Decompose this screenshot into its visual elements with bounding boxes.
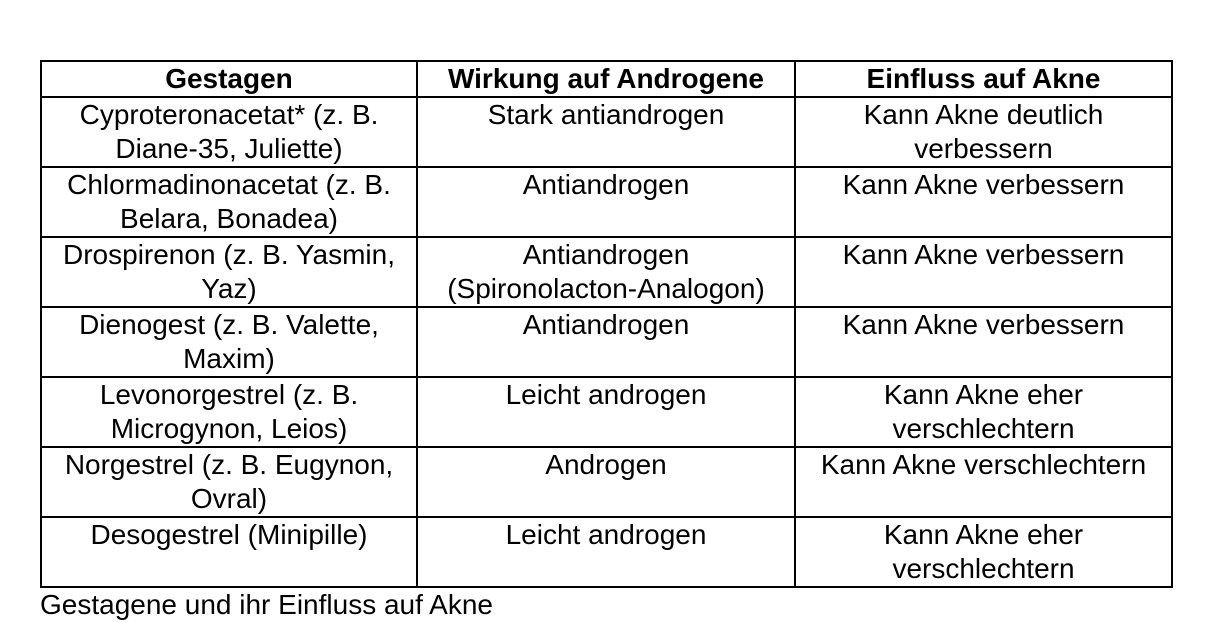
table-row <box>41 237 1172 307</box>
table-row <box>41 167 1172 237</box>
cell-gestagen: Desogestrel (Minipille) <box>41 517 417 587</box>
cell-wirkung: Antiandrogen <box>417 167 795 237</box>
header-wirkung: Wirkung auf Androgene <box>417 61 795 97</box>
cell-gestagen: Levonorgestrel (z. B. Microgynon, Leios) <box>41 377 417 447</box>
cell-einfluss: Kann Akne deutlich verbessern <box>795 97 1172 167</box>
cell-wirkung: Antiandrogen <box>417 307 795 377</box>
cell-gestagen: Drospirenon (z. B. Yasmin, Yaz) <box>41 237 417 307</box>
table-row <box>41 377 1172 447</box>
cell-einfluss: Kann Akne verbessern <box>795 237 1172 307</box>
cell-gestagen: Norgestrel (z. B. Eugynon, Ovral) <box>41 447 417 517</box>
cell-wirkung: Stark antiandrogen <box>417 97 795 167</box>
cell-gestagen: Cyproteronacetat* (z. B. Diane-35, Juliette) <box>41 97 417 167</box>
cell-wirkung: Androgen <box>417 447 795 517</box>
cell-einfluss: Kann Akne verbessern <box>795 167 1172 237</box>
cell-einfluss: Kann Akne verschlechtern <box>795 447 1172 517</box>
cell-gestagen: Dienogest (z. B. Valette, Maxim) <box>41 307 417 377</box>
table-row <box>41 97 1172 167</box>
table-row <box>41 307 1172 377</box>
table-header-row <box>41 61 1172 97</box>
footer-text: Gestagene und ihr Einfluss auf Akne <box>40 589 493 620</box>
cell-einfluss: Kann Akne verbessern <box>795 307 1172 377</box>
cell-einfluss: Kann Akne eher verschlechtern <box>795 517 1172 587</box>
cell-wirkung: Leicht androgen <box>417 517 795 587</box>
gestagen-table <box>40 60 1173 588</box>
cell-gestagen: Chlormadinonacetat (z. B. Belara, Bonadea) <box>41 167 417 237</box>
table-row <box>41 447 1172 517</box>
cell-wirkung: Leicht androgen <box>417 377 795 447</box>
header-gestagen: Gestagen <box>41 61 417 97</box>
header-einfluss: Einfluss auf Akne <box>795 61 1172 97</box>
cell-wirkung: Antiandrogen (Spironolacton-Analogon) <box>417 237 795 307</box>
table-row <box>41 517 1172 587</box>
cell-einfluss: Kann Akne eher verschlechtern <box>795 377 1172 447</box>
